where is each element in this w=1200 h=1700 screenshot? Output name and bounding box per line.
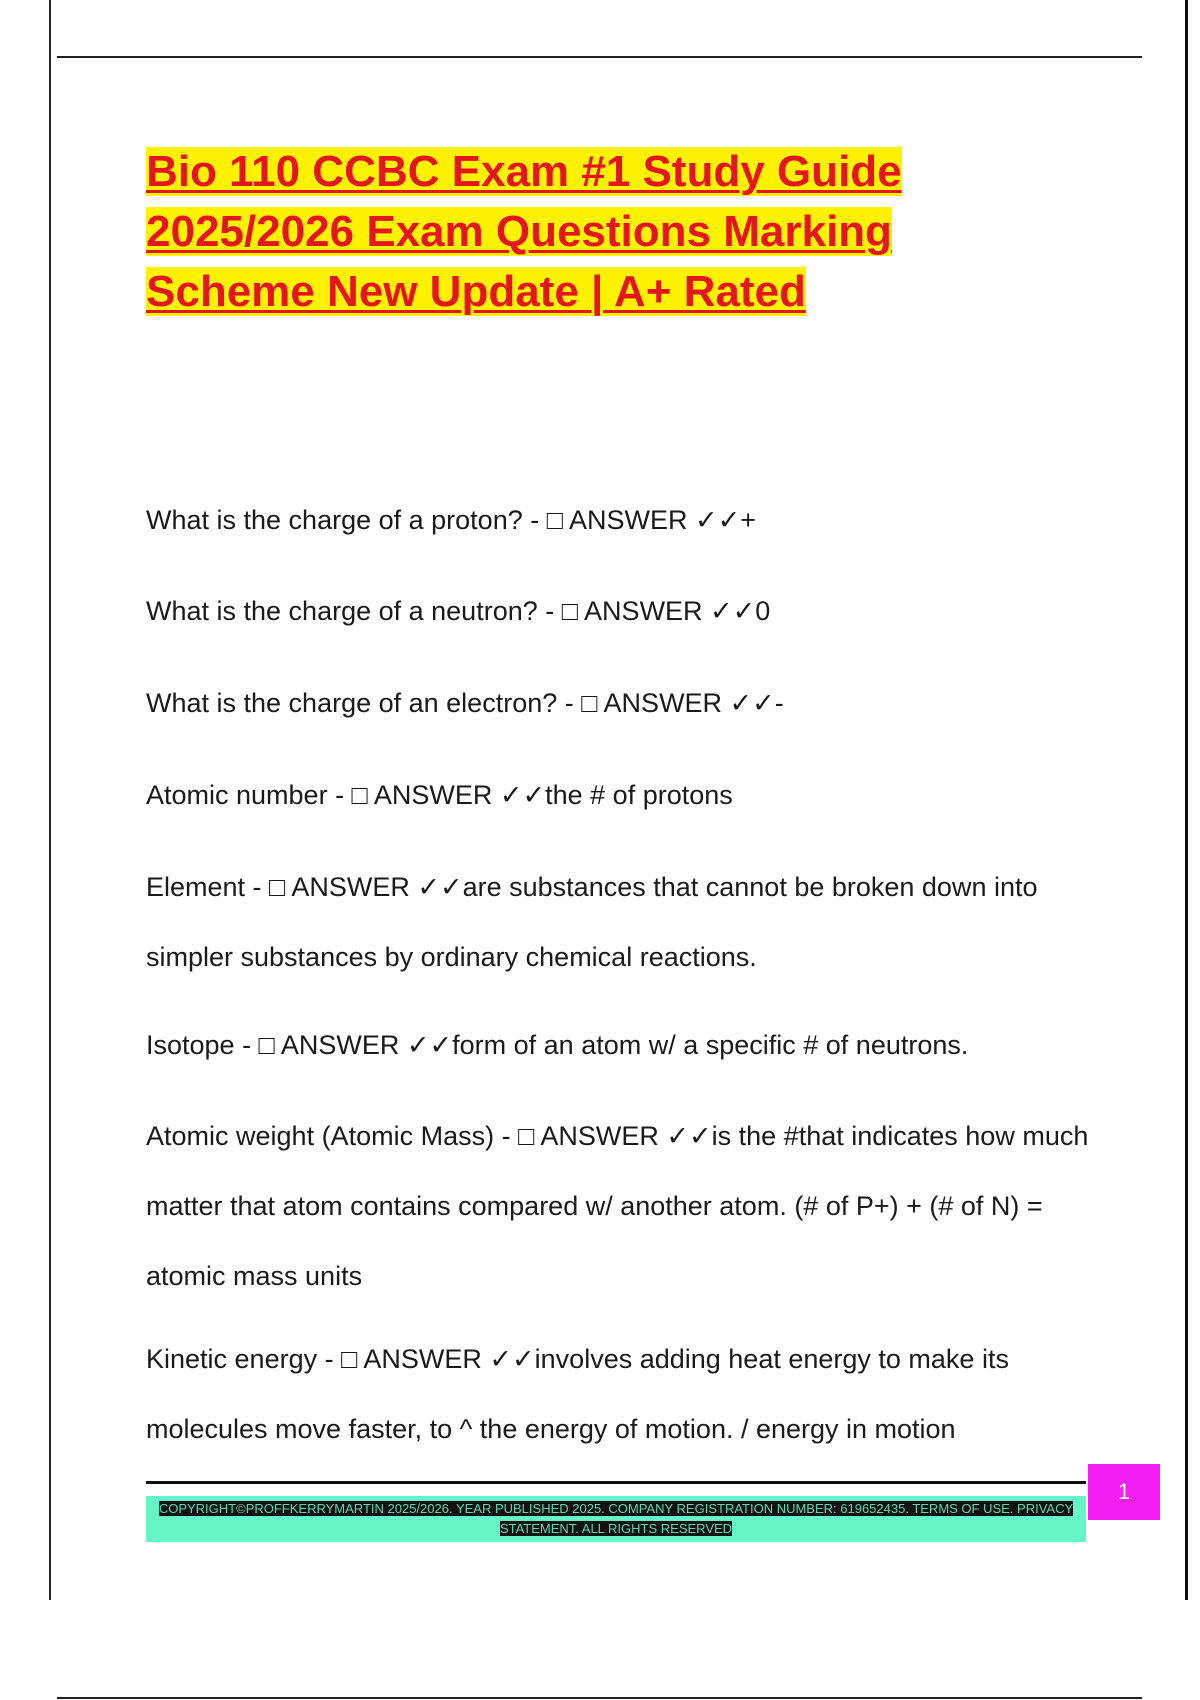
qa-entry-element: Element - □ ANSWER ✓✓are substances that cannot be broken down into simpler substances by ordinary chemical reactions. [146,872,1038,972]
next-page-divider [57,1697,1142,1699]
qa-entry-proton-charge: What is the charge of a proton? - □ ANSWER ✓✓+ [146,505,757,535]
page-border-left [49,0,51,1600]
qa-entry-atomic-number: Atomic number - □ ANSWER ✓✓the # of protons [146,780,733,810]
qa-entry-isotope: Isotope - □ ANSWER ✓✓form of an atom w/ a specific # of neutrons. [146,1030,969,1060]
footer-copyright-band [146,1496,1086,1542]
qa-entry-neutron-charge: What is the charge of a neutron? - □ ANSWER ✓✓0 [146,596,771,626]
qa-entry-kinetic-energy: Kinetic energy - □ ANSWER ✓✓involves adding heat energy to make its molecules move faster, to ^ the energy of motion. / energy in motion [146,1344,1009,1444]
page-number-badge: 1 [1088,1464,1160,1520]
document-title [146,142,1046,322]
page-border-right [1185,0,1188,1600]
qa-entry-atomic-weight: Atomic weight (Atomic Mass) - □ ANSWER ✓✓is the #that indicates how much matter that atom contains compared w/ another atom. (# of P+) + (# of N) = atomic mass units [146,1121,1089,1291]
footer-copyright-text: COPYRIGHT©PROFFKERRYMARTIN 2025/2026. YEAR PUBLISHED 2025. COMPANY REGISTRATION NUMBER: 619652435. TERMS OF USE. PRIVACY STATEMENT. ALL RIGHTS RESERVED [158,1501,1074,1536]
header-divider [57,56,1142,58]
qa-entry-electron-charge: What is the charge of an electron? - □ ANSWER ✓✓- [146,688,784,718]
document-title-text: Bio 110 CCBC Exam #1 Study Guide 2025/2026 Exam Questions Marking Scheme New Update | A+ Rated [146,147,902,316]
footer-divider [146,1481,1086,1484]
